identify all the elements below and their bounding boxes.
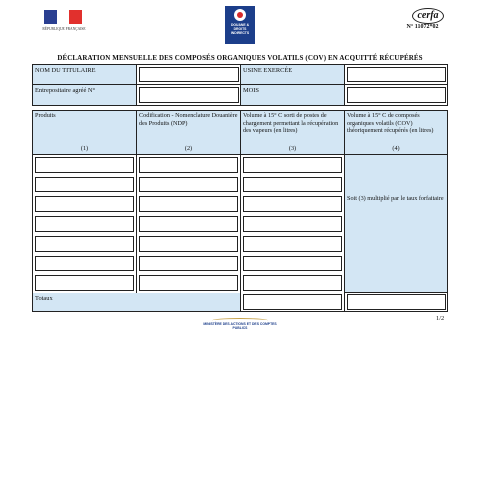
ndp-input[interactable] [139, 256, 238, 272]
ndp-input[interactable] [139, 275, 238, 291]
column-number: (4) [392, 145, 400, 153]
republique-francaise-logo [42, 10, 84, 36]
month-field-cell [345, 85, 447, 105]
ndp-input[interactable] [139, 196, 238, 212]
republique-text: RÉPUBLIQUE FRANÇAISE [42, 27, 86, 31]
cerfa-number: N° 11072*02 [406, 24, 439, 30]
column-header-products [33, 111, 137, 155]
totals-row [33, 293, 447, 311]
ministry-logo [200, 318, 280, 332]
product-input[interactable] [35, 236, 134, 252]
warehouse-field-cell [137, 85, 241, 105]
ministry-text: MINISTÈRE DES ACTIONS ET DES COMPTES PUBLICS [203, 322, 277, 330]
column-header-volume-loaded [241, 111, 345, 155]
warehouse-label: Entrepositaire agréé N° [33, 85, 137, 105]
volume-input[interactable] [243, 216, 342, 232]
product-input[interactable] [35, 256, 134, 272]
volume-input[interactable] [243, 256, 342, 272]
totals-cov-cell [345, 293, 447, 311]
column-number: (3) [288, 145, 297, 153]
holder-label: NOM DU TITULAIRE [33, 65, 137, 84]
identity-row-2 [33, 85, 447, 105]
douane-logo [225, 6, 255, 44]
month-label: MOIS [241, 85, 345, 105]
volume-input[interactable] [243, 275, 342, 291]
ndp-input[interactable] [139, 236, 238, 252]
volume-input[interactable] [243, 196, 342, 212]
column-number: (2) [184, 145, 193, 153]
column-header-label: Volume à 15° C sorti de postes de chargement permettant la récupération des vapeurs (en litres) [243, 112, 339, 135]
column-header-cov-recovered [345, 111, 447, 155]
holder-input[interactable] [139, 67, 239, 82]
table-row [33, 254, 345, 274]
product-input[interactable] [35, 275, 134, 291]
product-input[interactable] [35, 216, 134, 232]
column-header-label: Volume à 15° C de composés organiques volatils (COV) théoriquement récupérés (en litres) [347, 112, 434, 135]
holder-field-cell [137, 65, 241, 84]
page-number: 1/2 [436, 315, 445, 322]
volume-input[interactable] [243, 177, 342, 193]
product-input[interactable] [35, 177, 134, 193]
table-row [33, 155, 345, 175]
identity-block [32, 64, 448, 106]
identity-row-1 [33, 65, 447, 85]
totals-volume-input[interactable] [243, 294, 342, 310]
form-title: DÉCLARATION MENSUELLE DES COMPOSÉS ORGANIQUES VOLATILS (COV) EN ACQUITTÉ RÉCUPÉRÉS [57, 54, 423, 62]
cov-calculation-note: Soit (3) multiplié par le taux forfaitaire [347, 195, 444, 202]
table-row [33, 234, 345, 254]
products-table [32, 110, 448, 312]
table-rows [33, 155, 345, 293]
totals-cov-input[interactable] [347, 294, 446, 310]
plant-label: USINE EXERCÉE [241, 65, 345, 84]
table-row [33, 214, 345, 234]
douane-emblem-icon [234, 9, 246, 21]
table-row [33, 175, 345, 195]
month-input[interactable] [347, 87, 446, 103]
column-header-ndp [137, 111, 241, 155]
cov-calculation-cell [345, 155, 447, 293]
plant-field-cell [345, 65, 447, 84]
column-number: (1) [80, 145, 89, 153]
product-input[interactable] [35, 196, 134, 212]
totals-label: Totaux [33, 293, 241, 311]
totals-volume-cell [241, 293, 345, 311]
cerfa-logo: cerfa [412, 8, 444, 24]
column-header-label: Codification - Nomenclature Douanière des Produits (NDP) [139, 112, 238, 127]
douane-logo-text: DOUANE & DROITS INDIRECTS [230, 23, 250, 36]
warehouse-input[interactable] [139, 87, 239, 103]
volume-input[interactable] [243, 157, 342, 173]
table-row [33, 194, 345, 214]
table-row [33, 273, 345, 293]
ndp-input[interactable] [139, 157, 238, 173]
product-input[interactable] [35, 157, 134, 173]
ndp-input[interactable] [139, 177, 238, 193]
ndp-input[interactable] [139, 216, 238, 232]
plant-input[interactable] [347, 67, 446, 82]
column-header-label: Produits [35, 112, 56, 119]
french-flag-icon [44, 10, 82, 24]
volume-input[interactable] [243, 236, 342, 252]
